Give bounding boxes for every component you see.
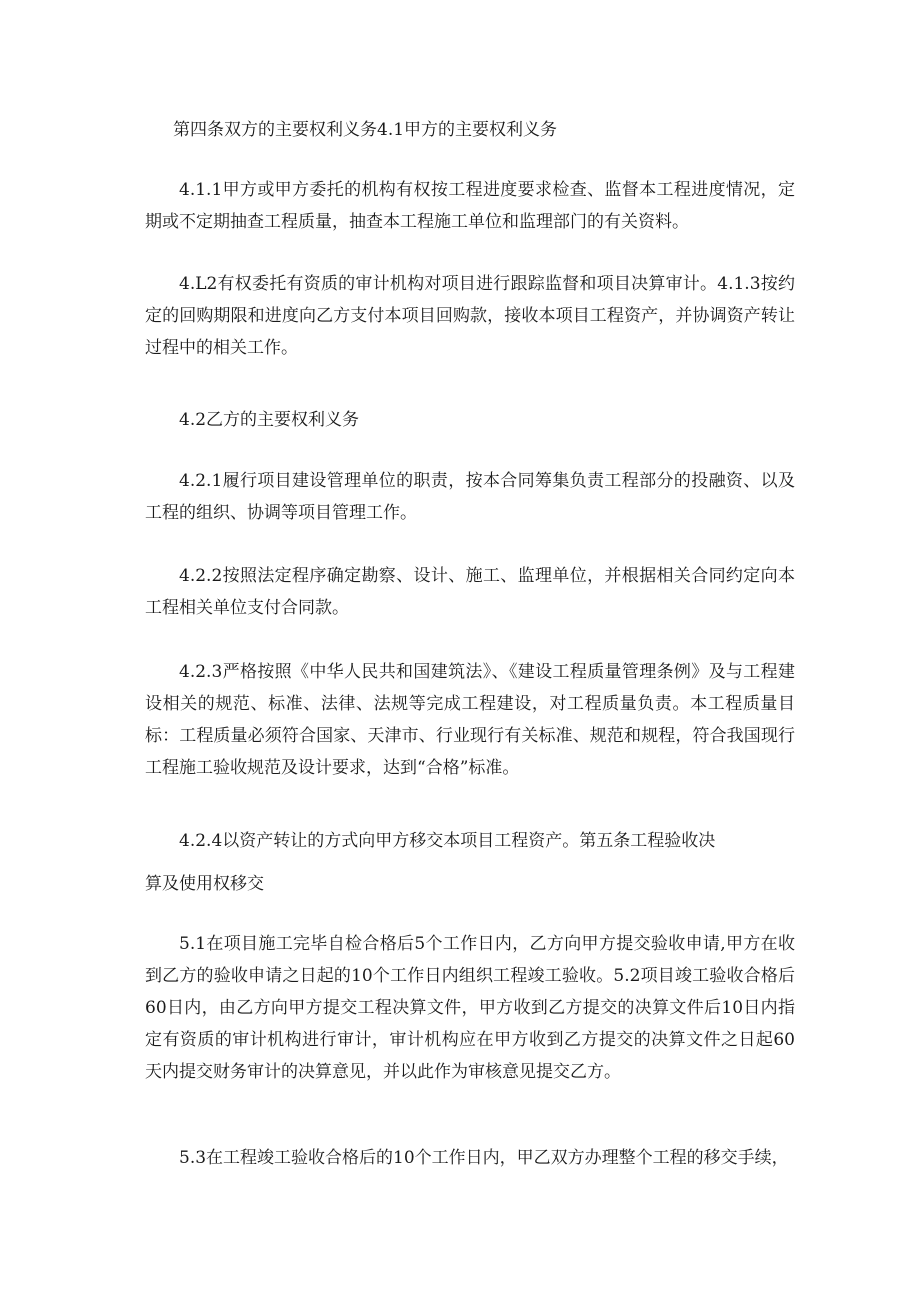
clause-4-1-1: 4.1.1甲方或甲方委托的机构有权按工程进度要求检查、监督本工程进度情况，定期或不定期抽查工程质量，抽查本工程施工单位和监理部门的有关资料。 bbox=[145, 180, 795, 232]
clause-4-2-4: 4.2.4以资产转让的方式向甲方移交本项目工程资产。第五条工程验收决 bbox=[179, 831, 716, 851]
clause-5-3: 5.3在工程竣工验收合格后的10个工作日内，甲乙双方办理整个工程的移交手续， bbox=[179, 1148, 789, 1168]
clause-4-2-3: 4.2.3严格按照《中华人民共和国建筑法》、《建设工程质量管理条例》及与工程建设相关的规范、标准、法律、法规等完成工程建设，对工程质量负责。本工程质量目标：工程质量必须符合国家、天津市、行业现行有关标准、规范和规程，符合我国现行工程施工验收规范及设计要求，达到“合格”标准。 bbox=[145, 662, 795, 778]
clause-4-2-2: 4.2.2按照法定程序确定勘察、设计、施工、监理单位，并根据相关合同约定向本工程相关单位支付合同款。 bbox=[145, 566, 795, 618]
clause-4-2-1: 4.2.1履行项目建设管理单位的职责，按本合同筹集负责工程部分的投融资、以及工程的组织、协调等项目管理工作。 bbox=[145, 471, 795, 523]
article-4-heading: 第四条双方的主要权利义务4.1甲方的主要权利义务 bbox=[173, 120, 558, 140]
clause-4-1-2: 4.L2有权委托有资质的审计机构对项目进行跟踪监督和项目决算审计。4.1.3按约定的回购期限和进度向乙方支付本项目回购款，接收本项目工程资产，并协调资产转让过程中的相关工作。 bbox=[145, 274, 795, 358]
section-4-2-heading: 4.2乙方的主要权利义务 bbox=[179, 410, 360, 430]
article-5-continuation: 算及使用权移交 bbox=[145, 874, 264, 894]
clause-5-1: 5.1在项目施工完毕自检合格后5个工作日内，乙方向甲方提交验收申请,甲方在收到乙方的验收申请之日起的10个工作日内组织工程竣工验收。5.2项目竣工验收合格后60日内，由乙方向甲方提交工程决算文件，甲方收到乙方提交的决算文件后10日内指定有资质的审计机构进行审计，审计机构应在甲方收到乙方提交的决算文件之日起60天内提交财务审计的决算意见，并以此作为审核意见提交乙方。 bbox=[145, 934, 795, 1082]
